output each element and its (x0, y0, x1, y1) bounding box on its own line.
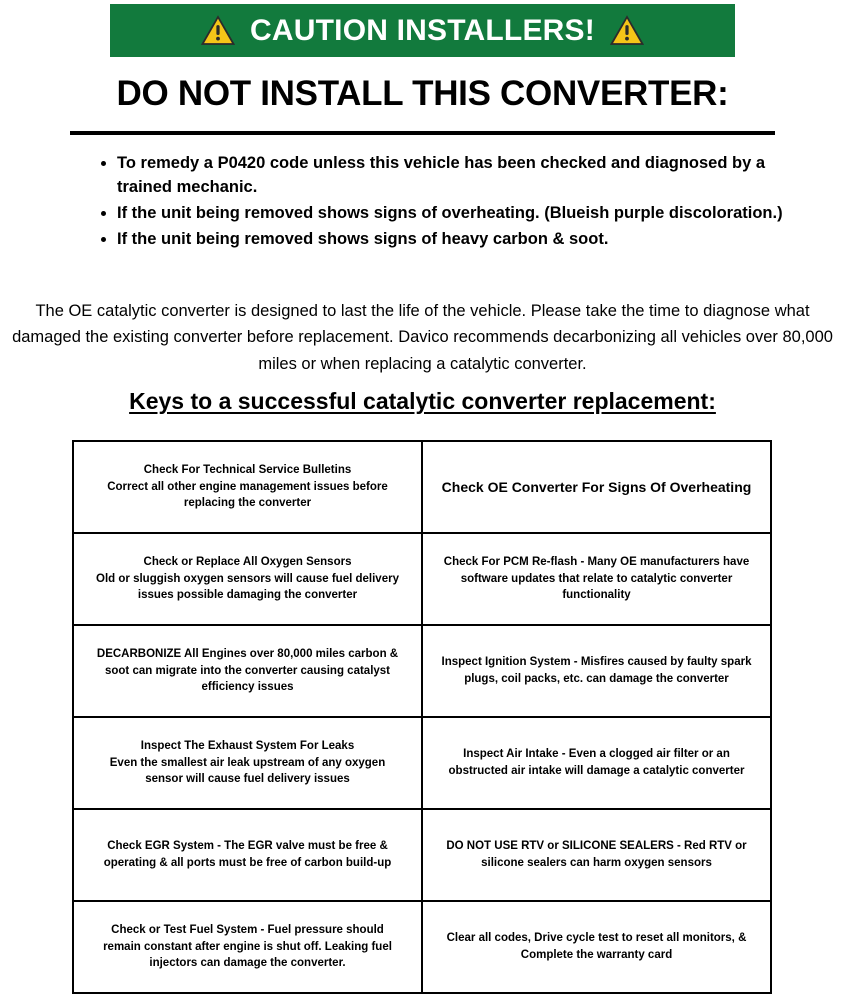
table-row (73, 809, 771, 901)
list-item: • If the unit being removed shows signs of heavy carbon & soot. (117, 228, 807, 252)
cell-line: remain constant after engine is shut off. Leaking fuel (103, 940, 392, 953)
caution-banner-text: CAUTION INSTALLERS! (250, 13, 595, 47)
cell-line: sensor will cause fuel delivery issues (145, 773, 350, 786)
cell-line: Inspect Air Intake - Even a clogged air filter or an (463, 748, 730, 761)
cell-line: Complete the warranty card (520, 949, 673, 961)
table-row (73, 441, 771, 533)
body-paragraph: The OE catalytic converter is designed to last the life of the vehicle. Please take the time to diagnose what damaged the existing converter before replacement. Davico recommends decarbonizing all vehicles over 80,000 miles or when replacing a catalytic converter. (12, 302, 833, 373)
table-cell (73, 901, 422, 993)
list-item: • To remedy a P0420 code unless this vehicle has been checked and diagnosed by a trained mechanic. (117, 152, 807, 200)
table-cell (73, 533, 422, 625)
cell-line: software updates that relate to catalytic converter (460, 572, 733, 585)
divider (70, 131, 775, 135)
cell-line: Correct all other engine management issues before (107, 480, 388, 493)
table-cell (422, 901, 771, 993)
cell-line: Inspect Ignition System - Misfires caused by faulty spark (441, 656, 752, 669)
cell-line: DO NOT USE RTV or SILICONE SEALERS - Red RTV or (446, 840, 747, 853)
cell-line: functionality (562, 589, 631, 602)
table-cell (422, 809, 771, 901)
table-cell (73, 441, 422, 533)
cell-line: replacing the converter (183, 497, 312, 510)
cell-line: efficiency issues (201, 681, 294, 694)
table-cell (73, 809, 422, 901)
page-title: DO NOT INSTALL THIS CONVERTER: (116, 74, 729, 113)
cell-line: Check or Replace All Oxygen Sensors (143, 555, 352, 568)
table-row (73, 533, 771, 625)
cell-line: Inspect The Exhaust System For Leaks (140, 739, 355, 752)
cell-line: Check For PCM Re-flash - Many OE manufacturers have (443, 555, 750, 568)
warning-triangle-icon (609, 14, 645, 47)
cell-line: plugs, coil packs, etc. can damage the converter (464, 673, 729, 685)
cell-line: Check For Technical Service Bulletins (143, 463, 352, 476)
cell-line: Check EGR System - The EGR valve must be free & (107, 840, 388, 853)
table-cell (73, 717, 422, 809)
table-cell (422, 625, 771, 717)
cell-line: injectors can damage the converter. (149, 957, 346, 970)
cell-line: Check or Test Fuel System - Fuel pressure should (111, 923, 384, 936)
cell-line: silicone sealers can harm oxygen sensors (481, 857, 712, 869)
do-not-install-list (95, 152, 807, 254)
cell-line: Clear all codes, Drive cycle test to reset all monitors, & (446, 932, 747, 945)
table-cell (422, 441, 771, 533)
table-cell (73, 625, 422, 717)
keys-table (72, 440, 772, 994)
cell-line: soot can migrate into the converter causing catalyst (104, 664, 391, 677)
cell-line: Old or sluggish oxygen sensors will cause fuel delivery (96, 572, 399, 585)
table-row (73, 901, 771, 993)
table-row (73, 717, 771, 809)
cell-line: issues possible damaging the converter (137, 589, 358, 602)
cell-line: obstructed air intake will damage a catalytic converter (448, 765, 745, 777)
warning-triangle-icon (200, 14, 236, 47)
caution-banner (110, 4, 735, 57)
table-row (73, 625, 771, 717)
cell-line: DECARBONIZE All Engines over 80,000 miles carbon & (96, 647, 399, 660)
cell-line: Check OE Converter For Signs Of Overheating (441, 478, 752, 495)
table-cell (422, 533, 771, 625)
table-cell (422, 717, 771, 809)
cell-line: operating & all ports must be free of carbon build-up (103, 857, 392, 869)
section-subtitle: Keys to a successful catalytic converter replacement: (129, 388, 716, 414)
cell-line: Even the smallest air leak upstream of any oxygen (109, 756, 386, 769)
list-item: • If the unit being removed shows signs of overheating. (Blueish purple discoloration.) (117, 202, 807, 226)
